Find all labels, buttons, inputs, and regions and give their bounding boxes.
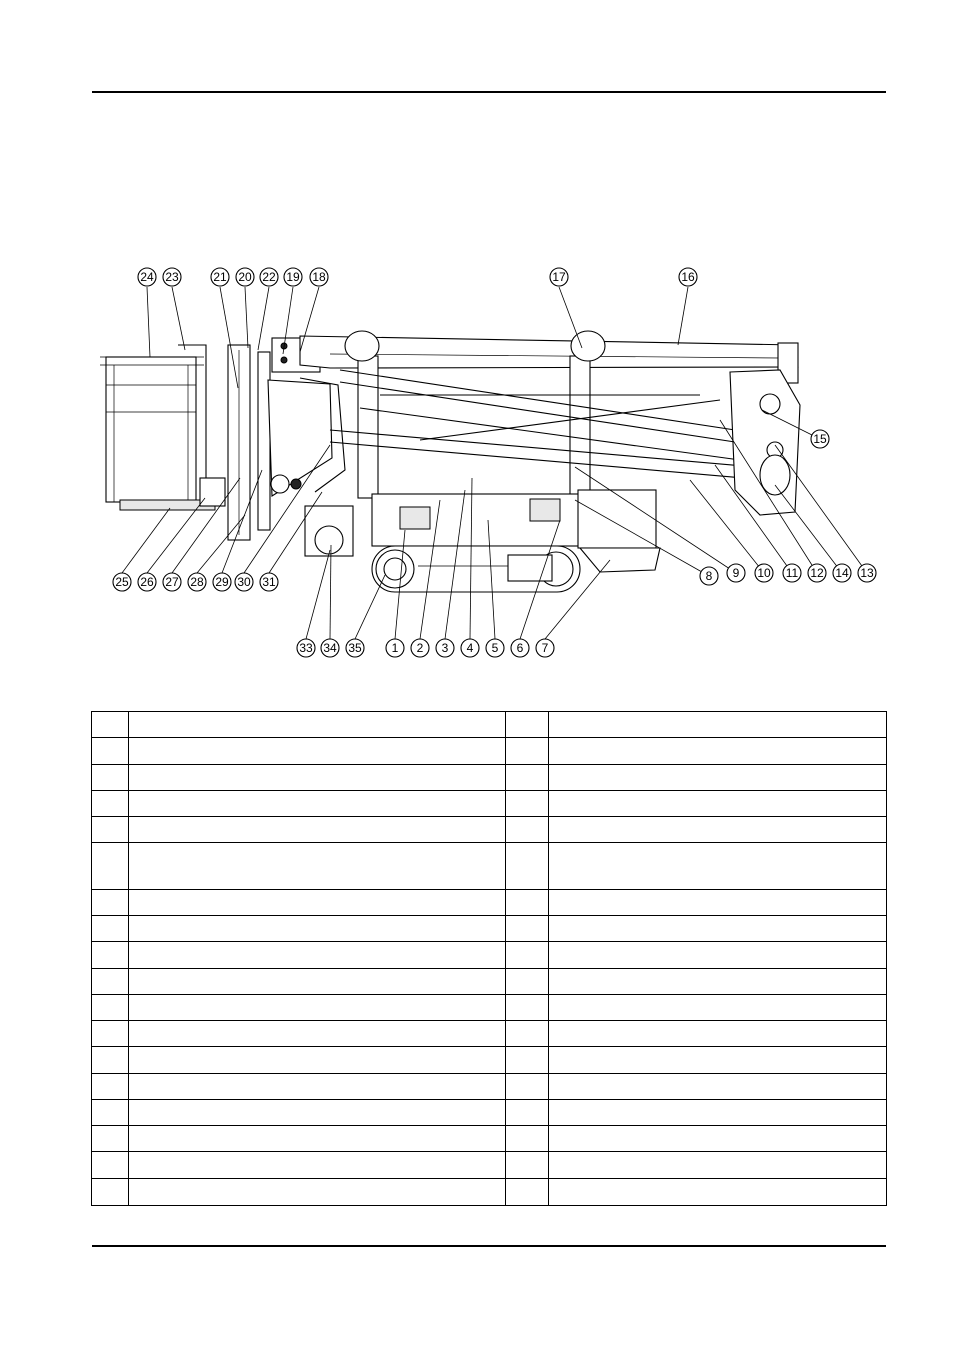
turret-plate: [730, 370, 800, 515]
item-number: [92, 1021, 129, 1047]
item-description: [549, 817, 887, 843]
item-description: [549, 916, 887, 942]
svg-text:7: 7: [541, 641, 549, 655]
mast-right: [570, 356, 590, 498]
callout-19: [284, 268, 302, 286]
callout-30: [235, 573, 253, 591]
table-row: [92, 1073, 887, 1099]
item-number: [92, 764, 129, 790]
table-row: [92, 942, 887, 968]
svg-text:14: 14: [835, 566, 849, 580]
item-number: [506, 712, 549, 738]
item-description: [549, 1047, 887, 1073]
callout-12: [808, 564, 826, 582]
item-number: [506, 994, 549, 1020]
svg-text:31: 31: [262, 575, 276, 589]
table-row: [92, 764, 887, 790]
item-description: [549, 764, 887, 790]
callout-20: [236, 268, 254, 286]
item-number: [92, 738, 129, 764]
table-row: [92, 968, 887, 994]
item-description: [549, 712, 887, 738]
callout-28: [188, 573, 206, 591]
item-description: [549, 843, 887, 889]
item-description: [129, 712, 506, 738]
item-description: [549, 790, 887, 816]
svg-text:1: 1: [391, 641, 399, 655]
svg-text:16: 16: [681, 270, 695, 284]
svg-text:11: 11: [785, 566, 799, 580]
item-number: [506, 1152, 549, 1178]
item-description: [129, 764, 506, 790]
table-row: [92, 1099, 887, 1125]
item-number: [506, 1099, 549, 1125]
svg-text:5: 5: [491, 641, 499, 655]
svg-text:23: 23: [165, 270, 179, 284]
item-description: [129, 1099, 506, 1125]
callout-29: [213, 573, 231, 591]
svg-text:22: 22: [262, 270, 276, 284]
item-number: [92, 817, 129, 843]
item-number: [506, 1021, 549, 1047]
item-number: [506, 790, 549, 816]
callout-4: [461, 639, 479, 657]
svg-text:2: 2: [416, 641, 424, 655]
item-number: [92, 968, 129, 994]
table-row: [92, 790, 887, 816]
item-description: [129, 1021, 506, 1047]
item-description: [129, 1178, 506, 1205]
svg-text:27: 27: [165, 575, 179, 589]
item-description: [549, 968, 887, 994]
item-number: [506, 1047, 549, 1073]
callout-31: [260, 573, 278, 591]
item-number: [506, 942, 549, 968]
item-number: [92, 1178, 129, 1205]
callout-6: [511, 639, 529, 657]
table-row: [92, 1126, 887, 1152]
callout-1: [386, 639, 404, 657]
callout-35: [346, 639, 364, 657]
item-description: [549, 1021, 887, 1047]
callout-11: [783, 564, 801, 582]
callout-21: [211, 268, 229, 286]
callout-2: [411, 639, 429, 657]
svg-text:3: 3: [441, 641, 449, 655]
item-number: [506, 843, 549, 889]
item-description: [549, 1152, 887, 1178]
item-description: [549, 994, 887, 1020]
callout-9: [727, 564, 745, 582]
callout-15: [811, 430, 829, 448]
table-row: [92, 738, 887, 764]
item-description: [549, 1178, 887, 1205]
table-row: [92, 1178, 887, 1205]
item-description: [129, 1152, 506, 1178]
item-description: [129, 738, 506, 764]
callout-18: [310, 268, 328, 286]
item-description: [129, 1126, 506, 1152]
svg-text:17: 17: [552, 270, 566, 284]
item-description: [549, 942, 887, 968]
item-number: [92, 889, 129, 915]
item-number: [92, 1126, 129, 1152]
svg-text:26: 26: [140, 575, 154, 589]
basket-frame: [106, 357, 196, 502]
item-description: [549, 738, 887, 764]
table-row: [92, 1021, 887, 1047]
callout-7: [536, 639, 554, 657]
table-row: [92, 712, 887, 738]
callout-17: [550, 268, 568, 286]
table-row: [92, 994, 887, 1020]
svg-text:29: 29: [215, 575, 229, 589]
table-row: [92, 817, 887, 843]
item-description: [129, 916, 506, 942]
item-number: [92, 1047, 129, 1073]
item-description: [549, 1099, 887, 1125]
svg-text:15: 15: [813, 432, 827, 446]
svg-text:12: 12: [810, 566, 824, 580]
svg-text:21: 21: [213, 270, 227, 284]
item-number: [506, 817, 549, 843]
svg-text:24: 24: [140, 270, 154, 284]
svg-text:6: 6: [516, 641, 524, 655]
svg-text:33: 33: [299, 641, 313, 655]
svg-text:25: 25: [115, 575, 129, 589]
svg-text:9: 9: [732, 566, 740, 580]
item-number: [92, 916, 129, 942]
item-number: [506, 916, 549, 942]
svg-text:30: 30: [237, 575, 251, 589]
footer-rule: [92, 1245, 886, 1247]
item-number: [92, 843, 129, 889]
table-row: [92, 889, 887, 915]
item-description: [129, 1047, 506, 1073]
item-description: [129, 790, 506, 816]
item-description: [129, 1073, 506, 1099]
svg-text:10: 10: [757, 566, 771, 580]
callout-25: [113, 573, 131, 591]
item-description: [129, 968, 506, 994]
item-number: [506, 764, 549, 790]
table-row: [92, 1152, 887, 1178]
callout-23: [163, 268, 181, 286]
item-number: [92, 712, 129, 738]
item-number: [506, 1073, 549, 1099]
svg-text:4: 4: [466, 641, 474, 655]
table-row: [92, 843, 887, 889]
item-number: [506, 738, 549, 764]
callout-10: [755, 564, 773, 582]
callout-5: [486, 639, 504, 657]
item-description: [129, 889, 506, 915]
callout-24: [138, 268, 156, 286]
item-description: [549, 1073, 887, 1099]
item-number: [506, 968, 549, 994]
svg-text:8: 8: [705, 569, 713, 583]
svg-text:19: 19: [286, 270, 300, 284]
callout-16: [679, 268, 697, 286]
item-description: [129, 994, 506, 1020]
callout-8: [700, 567, 718, 585]
callout-13: [858, 564, 876, 582]
callout-27: [163, 573, 181, 591]
item-description: [549, 1126, 887, 1152]
machine-drawing: [100, 331, 800, 592]
item-number: [92, 1099, 129, 1125]
callout-3: [436, 639, 454, 657]
svg-text:20: 20: [238, 270, 252, 284]
table-row: [92, 916, 887, 942]
callout-26: [138, 573, 156, 591]
item-description: [549, 889, 887, 915]
svg-text:35: 35: [348, 641, 362, 655]
svg-text:28: 28: [190, 575, 204, 589]
svg-text:18: 18: [312, 270, 326, 284]
item-number: [506, 1126, 549, 1152]
parts-legend-table: [91, 711, 887, 1206]
item-number: [92, 1152, 129, 1178]
callout-34: [321, 639, 339, 657]
item-number: [92, 994, 129, 1020]
item-number: [92, 790, 129, 816]
item-number: [92, 1073, 129, 1099]
item-description: [129, 942, 506, 968]
callout-14: [833, 564, 851, 582]
callout-22: [260, 268, 278, 286]
item-description: [129, 817, 506, 843]
mast-left: [358, 356, 378, 498]
table-row: [92, 1047, 887, 1073]
callout-33: [297, 639, 315, 657]
item-description: [129, 843, 506, 889]
svg-text:13: 13: [860, 566, 874, 580]
item-number: [506, 889, 549, 915]
svg-text:34: 34: [323, 641, 337, 655]
item-number: [92, 942, 129, 968]
item-number: [506, 1178, 549, 1205]
